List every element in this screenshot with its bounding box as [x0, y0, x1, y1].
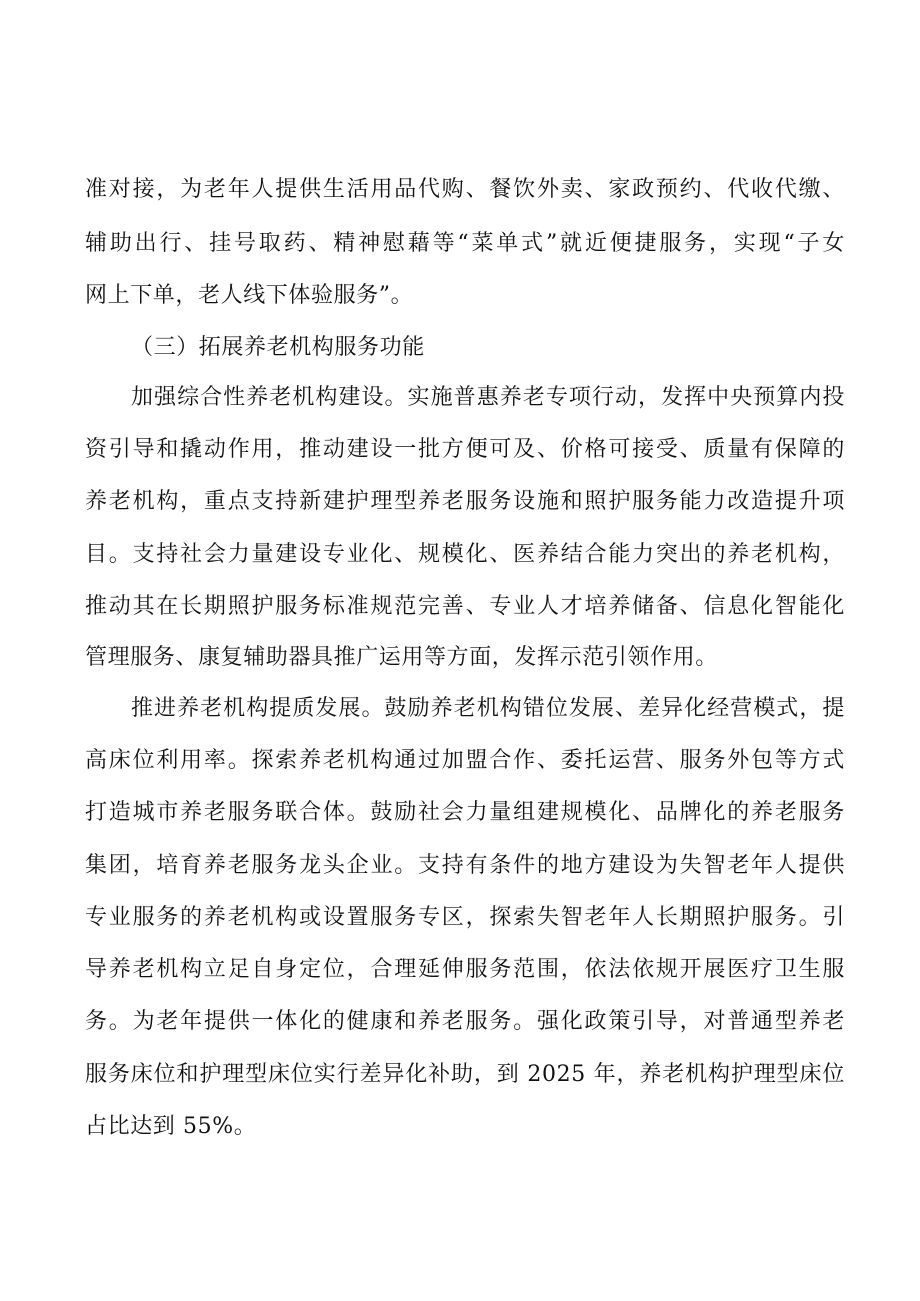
paragraph-3-line-3: 打造城市养老服务联合体。鼓励社会力量组建规模化、品牌化的养老服务	[85, 800, 845, 825]
paragraph-2-line-3: 养老机构，重点支持新建护理型养老服务设施和照护服务能力改造提升项	[85, 489, 845, 514]
paragraph-2-line-2: 资引导和撬动作用，推动建设一批方便可及、价格可接受、质量有保障的	[85, 437, 845, 462]
paragraph-3-line-4: 集团，培育养老服务龙头企业。支持有条件的地方建设为失智老年人提供	[85, 853, 845, 878]
paragraph-1-line-3: 网上下单，老人线下体验服务”。	[85, 283, 414, 308]
paragraph-2-line-5: 推动其在长期照护服务标准规范完善、专业人才培养储备、信息化智能化	[85, 594, 845, 619]
paragraph-3-line-5: 专业服务的养老机构或设置服务专区，探索失智老年人长期照护服务。引	[85, 905, 845, 930]
paragraph-1-line-1: 准对接，为老年人提供生活用品代购、餐饮外卖、家政预约、代收代缴、	[85, 177, 845, 202]
paragraph-3-line-9: 占比达到 55%。	[85, 1114, 257, 1139]
section-heading: （三）拓展养老机构服务功能	[131, 335, 425, 360]
paragraph-3-line-7: 务。为老年提供一体化的健康和养老服务。强化政策引导，对普通型养老	[85, 1009, 845, 1034]
paragraph-3-line-2: 高床位利用率。探索养老机构通过加盟合作、委托运营、服务外包等方式	[85, 748, 845, 773]
paragraph-3-line-8: 服务床位和护理型床位实行差异化补助，到 2025 年，养老机构护理型床位	[85, 1062, 845, 1087]
paragraph-3-line-6: 导养老机构立足自身定位，合理延伸服务范围，依法依规开展医疗卫生服	[85, 957, 845, 982]
paragraph-1-line-2: 辅助出行、挂号取药、精神慰藉等“菜单式”就近便捷服务，实现“子女	[85, 231, 845, 256]
paragraph-3-line-1: 推进养老机构提质发展。鼓励养老机构错位发展、差异化经营模式，提	[131, 696, 845, 721]
paragraph-2-line-1: 加强综合性养老机构建设。实施普惠养老专项行动，发挥中央预算内投	[131, 385, 845, 410]
paragraph-2-line-4: 目。支持社会力量建设专业化、规模化、医养结合能力突出的养老机构，	[85, 542, 845, 567]
paragraph-2-line-6: 管理服务、康复辅助器具推广运用等方面，发挥示范引领作用。	[85, 645, 718, 670]
